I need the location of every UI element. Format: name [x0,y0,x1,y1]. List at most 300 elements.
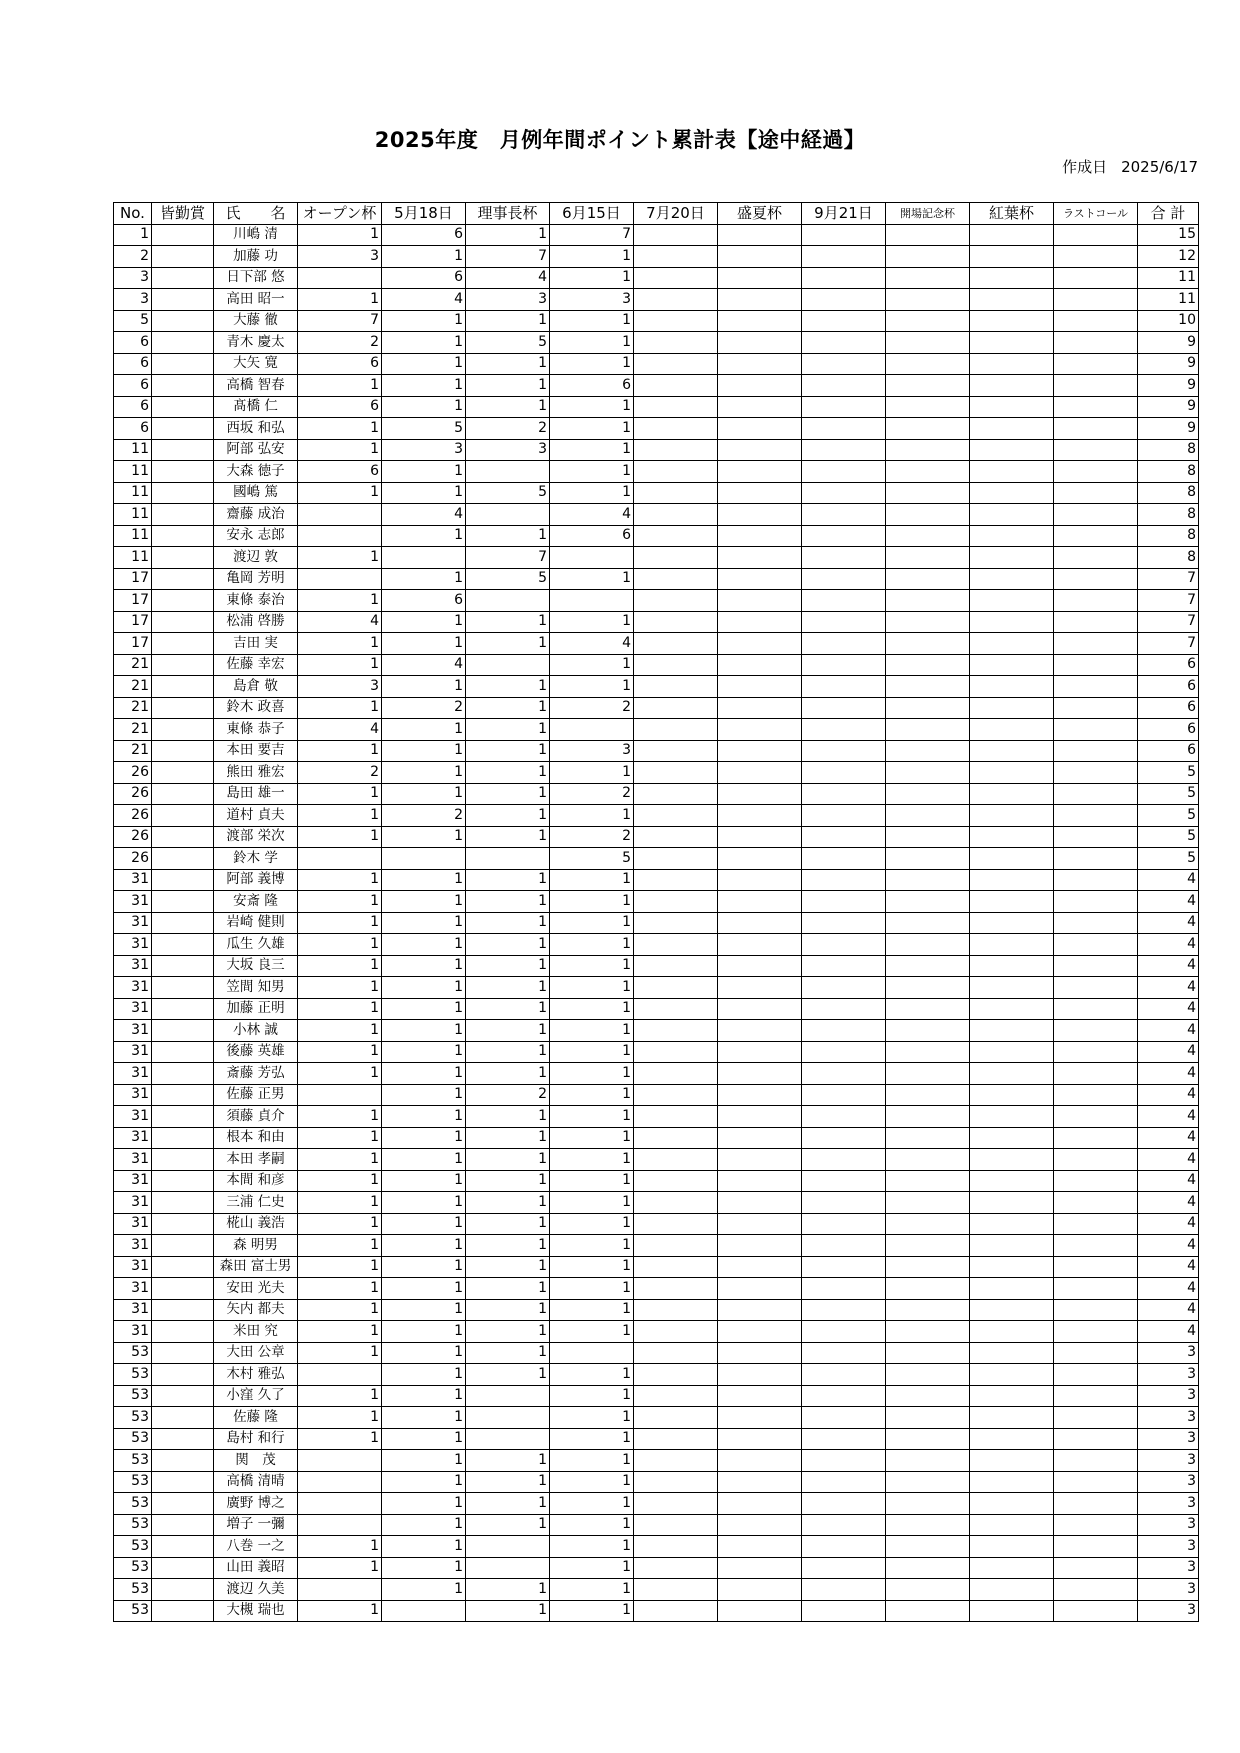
cell-jun-15: 1 [550,1127,634,1149]
created-date: 2025/6/17 [1121,158,1198,176]
cell-jul-20 [634,826,718,848]
cell-midsummer-cup [718,439,802,461]
cell-jun-15: 2 [550,826,634,848]
cell-sep-21 [802,1407,886,1429]
cell-sep-21 [802,1514,886,1536]
cell-anniversary-cup [886,719,970,741]
cell-chairman-cup [466,461,550,483]
cell-perfect-attendance [152,332,214,354]
table-row [114,504,1199,526]
cell-jun-15: 1 [550,1557,634,1579]
cell-autumn-leaves-cup [970,353,1054,375]
cell-last-call [1054,1084,1138,1106]
cell-perfect-attendance [152,504,214,526]
cell-last-call [1054,1321,1138,1343]
cell-last-call [1054,375,1138,397]
table-row [114,676,1199,698]
cell-open-cup: 1 [298,1041,382,1063]
cell-name: 川嶋 清 [214,224,298,246]
cell-name: 安永 志郎 [214,525,298,547]
cell-midsummer-cup [718,1342,802,1364]
cell-sep-21 [802,1342,886,1364]
cell-autumn-leaves-cup [970,676,1054,698]
cell-sep-21 [802,525,886,547]
cell-name: 矢内 都夫 [214,1299,298,1321]
cell-autumn-leaves-cup [970,1256,1054,1278]
cell-total: 6 [1138,719,1199,741]
cell-jun-15: 1 [550,977,634,999]
cell-anniversary-cup [886,547,970,569]
cell-perfect-attendance [152,955,214,977]
cell-total: 6 [1138,676,1199,698]
cell-jul-20 [634,1342,718,1364]
cell-may-18: 4 [382,504,466,526]
cell-open-cup [298,1084,382,1106]
cell-midsummer-cup [718,977,802,999]
cell-autumn-leaves-cup [970,1299,1054,1321]
cell-sep-21 [802,740,886,762]
cell-jul-20 [634,1084,718,1106]
cell-may-18: 1 [382,998,466,1020]
cell-total: 5 [1138,848,1199,870]
cell-jul-20 [634,934,718,956]
cell-jun-15 [550,1342,634,1364]
cell-no: 26 [114,826,152,848]
cell-jul-20 [634,611,718,633]
cell-may-18: 1 [382,1084,466,1106]
cell-midsummer-cup [718,912,802,934]
cell-autumn-leaves-cup [970,719,1054,741]
cell-perfect-attendance [152,762,214,784]
header-chairman-cup: 理事長杯 [466,203,550,225]
cell-name: 東條 泰治 [214,590,298,612]
cell-perfect-attendance [152,1471,214,1493]
cell-may-18: 1 [382,246,466,268]
cell-sep-21 [802,805,886,827]
cell-name: 東條 恭子 [214,719,298,741]
cell-name: 増子 一彌 [214,1514,298,1536]
cell-open-cup: 1 [298,439,382,461]
cell-no: 17 [114,633,152,655]
cell-no: 21 [114,654,152,676]
cell-name: 佐藤 幸宏 [214,654,298,676]
cell-perfect-attendance [152,633,214,655]
cell-sep-21 [802,1127,886,1149]
created-date-line [1048,156,1198,177]
cell-chairman-cup: 7 [466,547,550,569]
table-row [114,439,1199,461]
cell-midsummer-cup [718,1213,802,1235]
cell-open-cup: 1 [298,1342,382,1364]
cell-jun-15: 3 [550,289,634,311]
cell-chairman-cup: 2 [466,418,550,440]
cell-perfect-attendance [152,783,214,805]
cell-midsummer-cup [718,1385,802,1407]
cell-may-18: 1 [382,525,466,547]
cell-may-18: 1 [382,1557,466,1579]
cell-chairman-cup [466,1385,550,1407]
cell-jun-15: 1 [550,869,634,891]
cell-perfect-attendance [152,1514,214,1536]
cell-perfect-attendance [152,353,214,375]
cell-total: 4 [1138,934,1199,956]
cell-anniversary-cup [886,1020,970,1042]
cell-chairman-cup: 1 [466,891,550,913]
cell-anniversary-cup [886,289,970,311]
cell-may-18: 1 [382,568,466,590]
cell-autumn-leaves-cup [970,525,1054,547]
cell-autumn-leaves-cup [970,1407,1054,1429]
cell-total: 4 [1138,1235,1199,1257]
cell-jul-20 [634,1428,718,1450]
cell-jul-20 [634,590,718,612]
cell-sep-21 [802,1020,886,1042]
cell-open-cup: 1 [298,869,382,891]
cell-total: 4 [1138,869,1199,891]
cell-last-call [1054,525,1138,547]
cell-perfect-attendance [152,1342,214,1364]
cell-last-call [1054,1471,1138,1493]
cell-last-call [1054,826,1138,848]
cell-perfect-attendance [152,869,214,891]
cell-total: 3 [1138,1342,1199,1364]
cell-jun-15 [550,547,634,569]
cell-perfect-attendance [152,246,214,268]
cell-autumn-leaves-cup [970,267,1054,289]
cell-anniversary-cup [886,783,970,805]
cell-autumn-leaves-cup [970,633,1054,655]
cell-jun-15: 1 [550,1149,634,1171]
cell-open-cup: 1 [298,1256,382,1278]
cell-last-call [1054,1278,1138,1300]
cell-last-call [1054,310,1138,332]
table-row [114,1127,1199,1149]
cell-perfect-attendance [152,1536,214,1558]
cell-autumn-leaves-cup [970,1149,1054,1171]
cell-midsummer-cup [718,1149,802,1171]
cell-sep-21 [802,396,886,418]
cell-autumn-leaves-cup [970,504,1054,526]
cell-sep-21 [802,977,886,999]
cell-last-call [1054,654,1138,676]
cell-open-cup: 1 [298,998,382,1020]
cell-jun-15: 2 [550,783,634,805]
cell-jul-20 [634,1063,718,1085]
cell-perfect-attendance [152,461,214,483]
cell-name: 大坂 良三 [214,955,298,977]
cell-perfect-attendance [152,289,214,311]
cell-total: 3 [1138,1557,1199,1579]
cell-last-call [1054,1364,1138,1386]
cell-last-call [1054,1149,1138,1171]
cell-may-18: 5 [382,418,466,440]
cell-no: 31 [114,1127,152,1149]
table-row [114,1557,1199,1579]
cell-no: 31 [114,891,152,913]
cell-midsummer-cup [718,1493,802,1515]
cell-autumn-leaves-cup [970,461,1054,483]
table-row [114,891,1199,913]
cell-name: 熊田 雅宏 [214,762,298,784]
cell-anniversary-cup [886,482,970,504]
cell-anniversary-cup [886,310,970,332]
cell-autumn-leaves-cup [970,439,1054,461]
cell-chairman-cup: 1 [466,1256,550,1278]
header-open-cup: オープン杯 [298,203,382,225]
cell-sep-21 [802,955,886,977]
cell-open-cup [298,525,382,547]
cell-open-cup: 1 [298,1428,382,1450]
cell-open-cup: 1 [298,955,382,977]
cell-jul-20 [634,1020,718,1042]
cell-total: 9 [1138,396,1199,418]
cell-sep-21 [802,418,886,440]
cell-jun-15: 1 [550,676,634,698]
cell-open-cup: 1 [298,826,382,848]
cell-sep-21 [802,719,886,741]
cell-name: 島村 和行 [214,1428,298,1450]
cell-jul-20 [634,762,718,784]
cell-autumn-leaves-cup [970,1471,1054,1493]
cell-total: 5 [1138,762,1199,784]
cell-perfect-attendance [152,1063,214,1085]
cell-may-18: 1 [382,1471,466,1493]
cell-chairman-cup: 1 [466,1041,550,1063]
cell-autumn-leaves-cup [970,1235,1054,1257]
cell-total: 3 [1138,1407,1199,1429]
cell-jun-15 [550,590,634,612]
cell-last-call [1054,977,1138,999]
cell-open-cup: 1 [298,654,382,676]
cell-name: 渡辺 敦 [214,547,298,569]
cell-no: 31 [114,1106,152,1128]
cell-chairman-cup: 1 [466,1364,550,1386]
cell-midsummer-cup [718,676,802,698]
cell-anniversary-cup [886,1213,970,1235]
table-row [114,568,1199,590]
cell-anniversary-cup [886,590,970,612]
cell-total: 4 [1138,1041,1199,1063]
cell-jul-20 [634,418,718,440]
cell-name: 廣野 博之 [214,1493,298,1515]
cell-may-18: 1 [382,1450,466,1472]
cell-anniversary-cup [886,1192,970,1214]
cell-last-call [1054,1428,1138,1450]
cell-jul-20 [634,1127,718,1149]
cell-name: 後藤 英雄 [214,1041,298,1063]
cell-no: 6 [114,353,152,375]
cell-total: 8 [1138,547,1199,569]
cell-perfect-attendance [152,310,214,332]
cell-no: 31 [114,1278,152,1300]
cell-jun-15: 1 [550,912,634,934]
cell-jul-20 [634,740,718,762]
cell-anniversary-cup [886,977,970,999]
cell-jun-15: 1 [550,267,634,289]
cell-chairman-cup: 1 [466,697,550,719]
cell-jul-20 [634,676,718,698]
table-row [114,396,1199,418]
cell-name: 高田 昭一 [214,289,298,311]
cell-no: 31 [114,1041,152,1063]
cell-perfect-attendance [152,1192,214,1214]
cell-jul-20 [634,396,718,418]
cell-last-call [1054,1063,1138,1085]
cell-jun-15: 2 [550,697,634,719]
cell-midsummer-cup [718,1235,802,1257]
cell-name: 青木 慶太 [214,332,298,354]
cell-name: 島倉 敬 [214,676,298,698]
cell-jun-15: 1 [550,1041,634,1063]
cell-last-call [1054,289,1138,311]
cell-name: 岩崎 健則 [214,912,298,934]
cell-open-cup: 1 [298,891,382,913]
cell-jun-15: 1 [550,1600,634,1622]
cell-chairman-cup: 5 [466,568,550,590]
cell-may-18: 1 [382,1299,466,1321]
table-row [114,267,1199,289]
cell-may-18: 1 [382,1235,466,1257]
cell-autumn-leaves-cup [970,332,1054,354]
cell-midsummer-cup [718,1321,802,1343]
cell-chairman-cup: 1 [466,1342,550,1364]
cell-no: 6 [114,396,152,418]
cell-jul-20 [634,1170,718,1192]
cell-open-cup: 3 [298,246,382,268]
cell-no: 17 [114,590,152,612]
cell-no: 53 [114,1471,152,1493]
cell-sep-21 [802,289,886,311]
cell-open-cup: 7 [298,310,382,332]
cell-jul-20 [634,1041,718,1063]
cell-may-18: 1 [382,332,466,354]
cell-jul-20 [634,1235,718,1257]
cell-name: 八巻 一之 [214,1536,298,1558]
table-row [114,1106,1199,1128]
table-row [114,1213,1199,1235]
cell-anniversary-cup [886,568,970,590]
cell-no: 53 [114,1557,152,1579]
cell-chairman-cup: 1 [466,1493,550,1515]
table-row [114,633,1199,655]
cell-sep-21 [802,998,886,1020]
table-row [114,912,1199,934]
cell-anniversary-cup [886,246,970,268]
cell-anniversary-cup [886,1471,970,1493]
cell-midsummer-cup [718,611,802,633]
cell-chairman-cup: 1 [466,1235,550,1257]
cell-open-cup: 1 [298,1536,382,1558]
cell-chairman-cup: 1 [466,783,550,805]
cell-anniversary-cup [886,998,970,1020]
cell-perfect-attendance [152,568,214,590]
cell-open-cup: 1 [298,1063,382,1085]
cell-midsummer-cup [718,697,802,719]
cell-open-cup: 6 [298,461,382,483]
cell-last-call [1054,461,1138,483]
cell-jun-15: 7 [550,224,634,246]
cell-total: 4 [1138,1213,1199,1235]
cell-sep-21 [802,1536,886,1558]
cell-total: 8 [1138,461,1199,483]
cell-last-call [1054,1557,1138,1579]
cell-autumn-leaves-cup [970,1278,1054,1300]
cell-midsummer-cup [718,1536,802,1558]
cell-autumn-leaves-cup [970,418,1054,440]
cell-midsummer-cup [718,1041,802,1063]
table-row [114,310,1199,332]
cell-last-call [1054,891,1138,913]
cell-total: 10 [1138,310,1199,332]
cell-chairman-cup: 1 [466,1213,550,1235]
cell-anniversary-cup [886,1493,970,1515]
table-row [114,1299,1199,1321]
cell-last-call [1054,805,1138,827]
cell-chairman-cup: 1 [466,396,550,418]
cell-total: 9 [1138,375,1199,397]
cell-sep-21 [802,1471,886,1493]
created-label: 作成日 [1062,158,1108,176]
cell-chairman-cup: 1 [466,1579,550,1601]
header-autumn-leaves-cup: 紅葉杯 [970,203,1054,225]
table-row [114,547,1199,569]
cell-perfect-attendance [152,654,214,676]
table-row [114,1170,1199,1192]
cell-name: 斎藤 芳弘 [214,1063,298,1085]
cell-jun-15: 1 [550,1106,634,1128]
cell-jun-15: 6 [550,375,634,397]
cell-sep-21 [802,934,886,956]
table-row [114,783,1199,805]
cell-last-call [1054,332,1138,354]
cell-anniversary-cup [886,1170,970,1192]
cell-total: 4 [1138,891,1199,913]
cell-open-cup: 1 [298,783,382,805]
cell-jul-20 [634,525,718,547]
cell-jun-15: 1 [550,1579,634,1601]
cell-perfect-attendance [152,1256,214,1278]
cell-chairman-cup: 1 [466,633,550,655]
cell-may-18: 1 [382,1514,466,1536]
cell-jun-15: 1 [550,805,634,827]
cell-jul-20 [634,848,718,870]
cell-jun-15: 1 [550,1493,634,1515]
cell-total: 4 [1138,1256,1199,1278]
cell-name: 佐藤 隆 [214,1407,298,1429]
cell-midsummer-cup [718,869,802,891]
cell-midsummer-cup [718,1063,802,1085]
cell-name: 大槻 瑞也 [214,1600,298,1622]
cell-total: 9 [1138,332,1199,354]
cell-jul-20 [634,1385,718,1407]
cell-name: 森田 富士男 [214,1256,298,1278]
cell-anniversary-cup [886,1536,970,1558]
table-row [114,1256,1199,1278]
cell-no: 1 [114,224,152,246]
cell-name: 小林 誠 [214,1020,298,1042]
table-row [114,289,1199,311]
cell-jul-20 [634,568,718,590]
cell-anniversary-cup [886,1579,970,1601]
cell-chairman-cup [466,590,550,612]
cell-last-call [1054,439,1138,461]
cell-total: 9 [1138,418,1199,440]
cell-anniversary-cup [886,912,970,934]
cell-open-cup [298,1493,382,1515]
table-row [114,375,1199,397]
cell-midsummer-cup [718,1170,802,1192]
cell-chairman-cup: 1 [466,1321,550,1343]
